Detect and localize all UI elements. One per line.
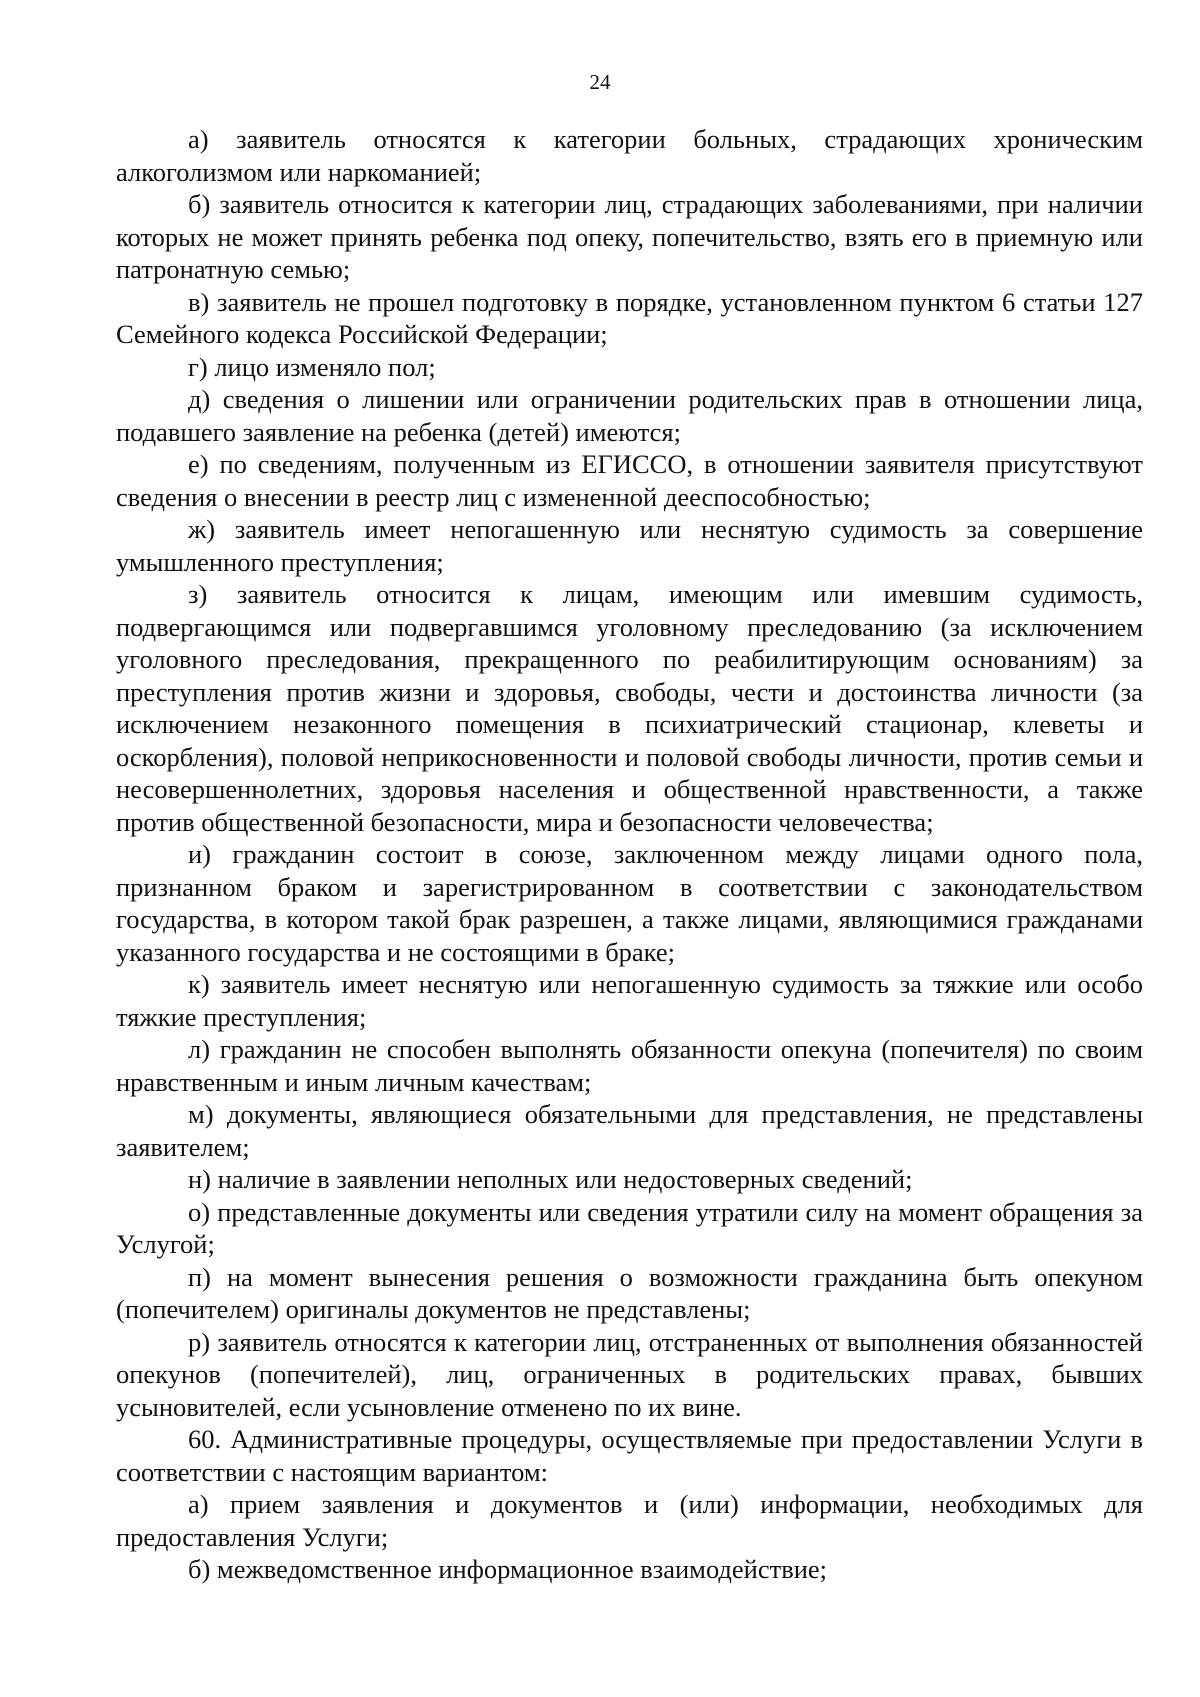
paragraph-zh-conviction: ж) заявитель имеет непогашенную или неснятую судимость за совершение умышленного преступления; — [116, 514, 1143, 577]
paragraph-a-alcoholism: а) заявитель относятся к категории больных, страдающих хроническим алкоголизмом или наркоманией; — [116, 124, 1143, 187]
paragraph-d-parental-rights: д) сведения о лишении или ограничении родительских прав в отношении лица, подавшего заявление на ребенка (детей) имеются; — [116, 384, 1143, 447]
paragraph-o-expired-documents: о) представленные документы или сведения утратили силу на момент обращения за Услугой; — [116, 1196, 1143, 1259]
page-number: 24 — [589, 70, 611, 94]
paragraph-z-prosecution: з) заявитель относится к лицам, имеющим или имевшим судимость, подвергающимся или подвергавшимся уголовному преследованию (за исключением уголовного преследования, прекращенного по реабилитирующим основаниям) за преступления против жизни и здоровья, свободы, чести и достоинства личности (за исключением незаконного помещения в психиатрический стационар, клеветы и оскорбления), половой неприкосновенности и половой свободы личности, против семьи и несовершеннолетних, здоровья населения и общественной нравственности, а также против общественной безопасности, мира и безопасности человечества; — [116, 579, 1143, 837]
paragraph-60b-interagency: б) межведомственное информационное взаимодействие; — [188, 1554, 828, 1584]
paragraph-r-removed-guardians: р) заявитель относятся к категории лиц, отстраненных от выполнения обязанностей опекунов (попечителей), лиц, ограниченных в родительских правах, бывших усыновителей, если усыновление отменено по их вине. — [116, 1326, 1143, 1422]
paragraph-b-diseases: б) заявитель относится к категории лиц, страдающих заболеваниями, при наличии которых не может принять ребенка под опеку, попечительство, взять его в приемную или патронатную семью; — [116, 189, 1143, 284]
paragraph-i-same-sex-union: и) гражданин состоит в союзе, заключенном между лицами одного пола, признанном браком и зарегистрированном в соответствии с законодательством государства, в котором такой брак разрешен, а также лицами, являющимися гражданами указанного государства и не состоящими в браке; — [116, 839, 1143, 967]
paragraph-60a-reception: а) прием заявления и документов и (или) информации, необходимых для предоставления Услуги; — [116, 1489, 1143, 1552]
paragraph-60-procedures: 60. Административные процедуры, осуществляемые при предоставлении Услуги в соответствии с настоящим вариантом: — [116, 1424, 1143, 1487]
paragraph-m-documents-missing: м) документы, являющиеся обязательными для представления, не представлены заявителем; — [116, 1099, 1143, 1162]
paragraph-n-incomplete-data: н) наличие в заявлении неполных или недостоверных сведений; — [188, 1164, 913, 1194]
document-body — [116, 123, 1143, 1586]
paragraph-p-originals-missing: п) на момент вынесения решения о возможности гражданина быть опекуном (попечителем) оригиналы документов не представлены; — [116, 1261, 1143, 1324]
paragraph-g-gender-change: г) лицо изменяло пол; — [188, 351, 436, 382]
paragraph-v-training: в) заявитель не прошел подготовку в порядке, установленном пунктом 6 статьи 127 Семейного кодекса Российской Федерации; — [116, 286, 1143, 349]
paragraph-l-personal-qualities: л) гражданин не способен выполнять обязанности опекуна (попечителя) по своим нравственным и иным личным качествам; — [116, 1034, 1143, 1097]
paragraph-k-grave-crimes: к) заявитель имеет неснятую или непогашенную судимость за тяжкие или особо тяжкие преступления; — [116, 969, 1143, 1032]
paragraph-e-egisso: е) по сведениям, полученным из ЕГИССО, в отношении заявителя присутствуют сведения о внесении в реестр лиц с измененной дееспособностью; — [116, 449, 1143, 512]
